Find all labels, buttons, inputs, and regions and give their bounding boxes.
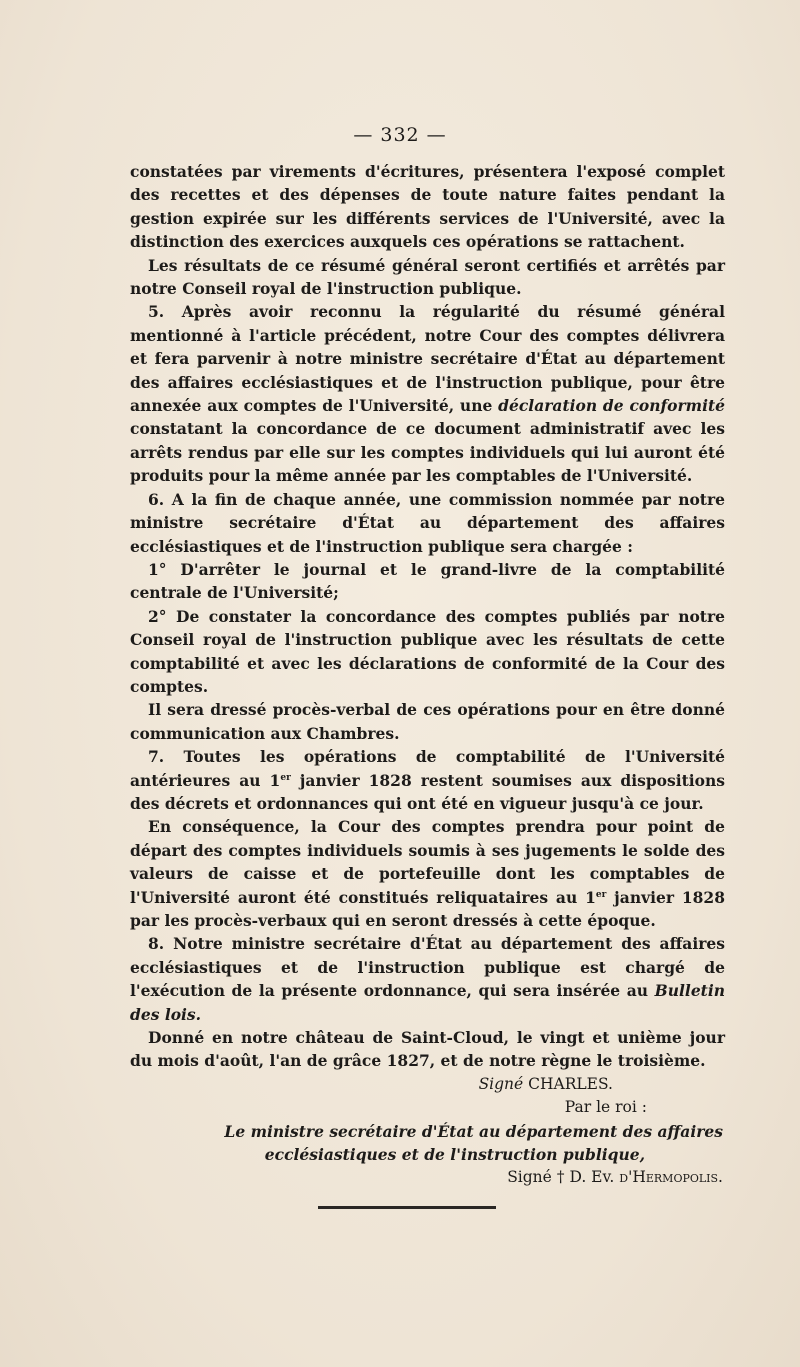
article-number: 5.: [148, 302, 165, 322]
minister-title-line1: Le ministre secrétaire d'État au département des affaires: [224, 1121, 723, 1141]
page-number: — 332 —: [353, 124, 447, 146]
list-item: 2° De constater la concordance des comptes publiés par notre Conseil royal de l'instruction publique avec les résultats de cette comptabilité et avec les déclarations de conformité de la Cour des comptes.: [130, 606, 725, 696]
article-8: [130, 932, 725, 1026]
signed-prefix: Signé † D. Ev.: [507, 1168, 620, 1187]
paragraph-text: janvier 1828 restent soumises aux dispositions des décrets et ordonnances qui ont été en vigueur jusqu'à ce jour.: [130, 770, 725, 813]
paragraph-text: constatant la concordance de ce document administratif avec les arrêts rendus par elle sur les comptes individuels qui lui auront été produits pour la même année par les comptables de l'Université.: [130, 419, 725, 486]
article-6: [130, 488, 725, 558]
italic-phrase: Bulletin des lois.: [130, 981, 725, 1024]
signe-label: Signé: [478, 1074, 524, 1093]
paragraph-text: Toutes les opérations de comptabilité de l'Université antérieures au 1: [130, 747, 725, 790]
article-5: [130, 300, 725, 487]
paragraph: [130, 815, 725, 932]
minister-title-line2: ecclésiastiques et de l'instruction publique,: [264, 1145, 645, 1165]
paragraph: Les résultats de ce résumé général seront certifiés et arrêtés par notre Conseil royal de l'instruction publique.: [130, 255, 725, 299]
paragraph: constatées par virements d'écritures, présentera l'exposé complet des recettes et des dépenses de toute nature faites pendant la gestion expirée sur les différents services de l'Université, avec la distinction des exercices auxquels ces opérations se rattachent.: [130, 162, 725, 252]
paragraph: Il sera dressé procès-verbal de ces opérations pour en être donné communication aux Chambres.: [130, 700, 725, 743]
superscript: er: [595, 889, 607, 900]
signed-name: d'Hermopolis.: [619, 1168, 723, 1187]
king-name: CHARLES.: [523, 1074, 613, 1093]
italic-phrase: déclaration de conformité: [498, 396, 725, 416]
paragraph-text: Notre ministre secrétaire d'État au département des affaires ecclésiastiques et de l'instruction publique est chargé de l'exécution de la présente ordonnance, qui sera insérée au: [130, 934, 725, 1001]
closing-rule: [318, 1206, 496, 1209]
article-7: [130, 745, 725, 815]
paragraph-text: En conséquence, la Cour des comptes prendra pour point de départ des comptes individuels soumis à ses jugements le solde des valeurs de caisse et de portefeuille dont les comptables de l'Université auront été constitués reliquataires au 1: [130, 817, 725, 907]
article-number: 7.: [148, 747, 165, 767]
superscript: er: [280, 772, 291, 783]
minister-signature: [130, 1166, 725, 1189]
paragraph-text: janvier 1828 par les procès-verbaux qui en seront dressés à cette époque.: [130, 887, 726, 930]
list-item: 1° D'arrêter le journal et le grand-livre de la comptabilité centrale de l'Université;: [130, 559, 725, 603]
paragraph: Donné en notre château de Saint-Cloud, le vingt et unième jour du mois d'août, l'an de grâce 1827, et de notre règne le troisième.: [130, 1028, 725, 1071]
paragraph-text: A la fin de chaque année, une commission nommée par notre ministre secrétaire d'État au département des affaires ecclésiastiques et de l'instruction publique sera chargée :: [130, 489, 725, 556]
par-le-roi: Par le roi :: [564, 1098, 647, 1117]
body-text: [130, 160, 725, 1190]
king-signature: [130, 1073, 725, 1096]
paragraph-text: Après avoir reconnu la régularité du résumé général mentionné à l'article précédent, notre Cour des comptes délivrera et fera parvenir à notre ministre secrétaire d'État au département des affaires ecclésiastiques et de l'instruction publique, pour être annexée aux comptes de l'Université, une: [130, 302, 725, 416]
article-number: 8.: [148, 934, 165, 954]
article-number: 6.: [148, 489, 165, 509]
